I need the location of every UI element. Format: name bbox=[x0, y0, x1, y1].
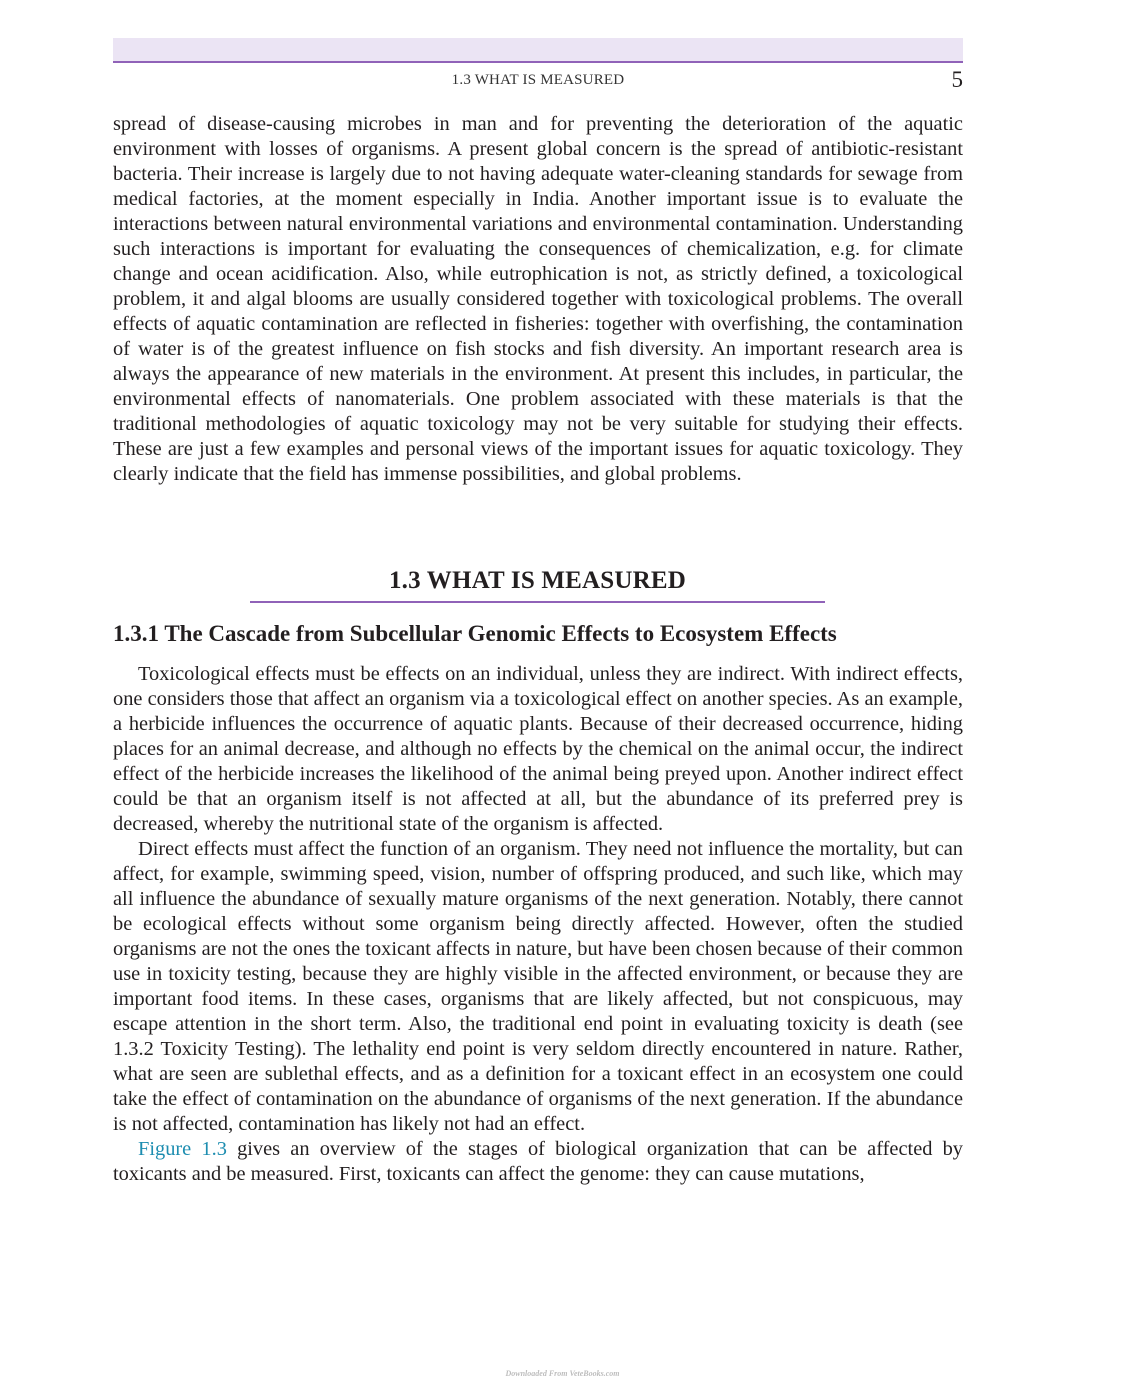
intro-text-block bbox=[113, 112, 963, 487]
header-band bbox=[113, 38, 963, 63]
page-number: 5 bbox=[951, 67, 963, 92]
paragraph-direct-effects: Direct effects must affect the function of an organism. They need not influence the mortality, but can affect, for example, swimming speed, vision, number of offspring produced, and such like, which may all influence the abundance of sexually mature organisms of the next generation. Notably, there cannot be ecological effects without some organism being directly affected. However, often the studied organisms are not the ones the toxicant affects in nature, but have been chosen because of their common use in toxicity testing, because they are highly visible in the affected environment, or because they are important food items. In these cases, organisms that are likely affected, but not conspicuous, may escape attention in the short term. Also, the traditional end point in evaluating toxicity is death (see 1.3.2 Toxicity Testing). The lethality end point is very seldom directly encountered in nature. Rather, what are seen are sublethal effects, and as a definition for a toxicant effect in an ecosystem one could take the effect of contamination on the abundance of organisms of the next generation. If the abundance is not affected, contamination has likely not had an effect. bbox=[113, 838, 963, 1135]
intro-paragraph: spread of disease-causing microbes in man and for preventing the deterioration of the aquatic environment with losses of organisms. A present global concern is the spread of antibiotic-resistant bacteria. Their increase is largely due to not having adequate water-cleaning standards for sewage from medical factories, at the moment especially in India. Another important issue is to evaluate the interactions between natural environmental variations and environmental contamination. Understanding such interactions is important for evaluating the consequences of chemicalization, e.g. for climate change and ocean acidification. Also, while eutrophication is not, as strictly defined, a toxicological problem, it and algal blooms are usually considered together with toxicological problems. The overall effects of aquatic contamination are reflected in fisheries: together with overfishing, the contamination of water is of the greatest influence on fish stocks and fish diversity. An important research area is always the appearance of new materials in the environment. At present this includes, in particular, the environmental effects of nanomaterials. One problem associated with these materials is that the traditional methodologies of aquatic toxicology may not be very suitable for studying their effects. These are just a few examples and personal views of the important issues for aquatic toxicology. They clearly indicate that the field has immense possibilities, and global problems. bbox=[113, 113, 963, 485]
running-head bbox=[113, 67, 963, 92]
running-title: 1.3 WHAT IS MEASURED bbox=[451, 72, 625, 88]
subsection-heading: 1.3.1 The Cascade from Subcellular Genomic Effects to Ecosystem Effects bbox=[113, 621, 837, 646]
section-body bbox=[113, 662, 963, 1187]
paragraph-figure-overview bbox=[113, 1137, 963, 1187]
section-heading: 1.3 WHAT IS MEASURED bbox=[250, 567, 825, 603]
footer-watermark: Downloaded From VeteBooks.com bbox=[505, 1369, 620, 1378]
figure-link[interactable]: Figure 1.3 bbox=[138, 1138, 227, 1160]
paragraph-figure-text: gives an overview of the stages of biological organization that can be affected by toxicants and be measured. First, toxicants can affect the genome: they can cause mutations, bbox=[113, 1138, 964, 1185]
paragraph-indirect-effects: Toxicological effects must be effects on an individual, unless they are indirect. With indirect effects, one considers those that affect an organism via a toxicological effect on another species. As an example, a herbicide influences the occurrence of aquatic plants. Because of their decreased occurrence, hiding places for an animal decrease, and although no effects by the chemical on the animal occur, the indirect effect of the herbicide increases the likelihood of the animal being preyed upon. Another indirect effect could be that an organism itself is not affected at all, but the abundance of its preferred prey is decreased, whereby the nutritional state of the organism is affected. bbox=[113, 663, 963, 835]
